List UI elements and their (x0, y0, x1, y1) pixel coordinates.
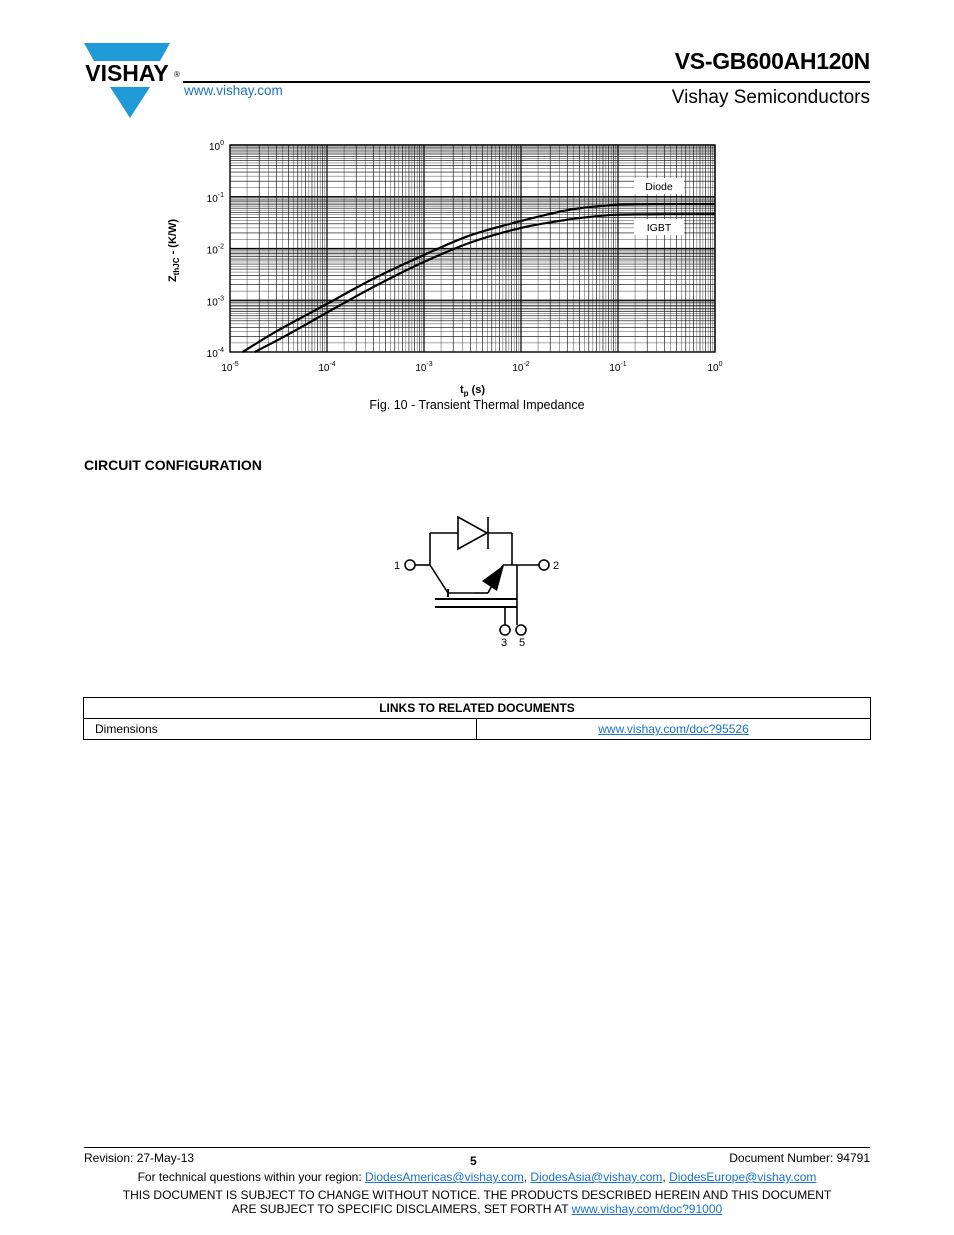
pin-label-1: 1 (394, 560, 401, 572)
email-asia-link[interactable]: DiodesAsia@vishay.com (530, 1170, 663, 1184)
legend-label-diode: Diode (645, 181, 673, 193)
y-tick-label: $10^{-1}$ (206, 191, 224, 205)
pin-5 (516, 565, 526, 635)
x-axis-label: $t_p$ (s) (459, 384, 486, 397)
table-title: LINKS TO RELATED DOCUMENTS (84, 698, 871, 719)
x-tick-label: $10^{-2}$ (512, 361, 530, 374)
tech-prefix: For technical questions within your region: (137, 1170, 366, 1184)
pin-1 (405, 560, 448, 593)
x-tick-label: $10^{-4}$ (318, 361, 336, 374)
related-documents-table (83, 697, 871, 740)
figure-caption: Fig. 10 - Transient Thermal Impedance (369, 398, 585, 412)
igbt-symbol (435, 565, 517, 607)
division-name: Vishay Semiconductors (671, 87, 870, 108)
y-tick-label: $10^{-2}$ (206, 243, 224, 257)
row-label: Dimensions (84, 719, 477, 740)
table-row (84, 719, 871, 740)
y-axis-label: $Z_{thJC} - (K/W)$ (167, 219, 181, 282)
revision-text: Revision: 27-May-13 (84, 1151, 195, 1165)
dimensions-link[interactable]: www.vishay.com/doc?95526 (598, 722, 749, 736)
separator: , (662, 1170, 670, 1184)
pin-label-2: 2 (553, 560, 560, 572)
vishay-logo[interactable] (70, 43, 180, 119)
pin-3 (500, 607, 510, 635)
pin-2 (503, 560, 549, 570)
y-tick-label: $10^{-3}$ (206, 295, 224, 309)
footer-divider (84, 1147, 870, 1148)
x-tick-label: $10^{-3}$ (415, 361, 433, 374)
svg-text:®: ® (174, 70, 180, 79)
page-number: 5 (470, 1154, 477, 1168)
y-tick-label: $10^0$ (208, 140, 224, 153)
pin-label-3: 3 (501, 637, 508, 649)
pin-label-5: 5 (519, 637, 526, 649)
y-tick-label: $10^{-4}$ (206, 347, 224, 360)
diode-symbol (430, 517, 512, 565)
legend-label-igbt: IGBT (646, 222, 672, 234)
notice-line-2 (0, 1202, 954, 1216)
email-europe-link[interactable]: DiodesEurope@vishay.com (669, 1170, 817, 1184)
notice-prefix: ARE SUBJECT TO SPECIFIC DISCLAIMERS, SET FORTH AT (231, 1202, 572, 1216)
x-tick-label: $10^{-1}$ (609, 361, 627, 374)
separator: , (523, 1170, 531, 1184)
header-divider (183, 81, 870, 83)
tech-contact-line (0, 1170, 954, 1184)
notice-line-1: THIS DOCUMENT IS SUBJECT TO CHANGE WITHOUT NOTICE. THE PRODUCTS DESCRIBED HEREIN AND THIS DOCUMENT (122, 1188, 832, 1202)
section-title-circuit: CIRCUIT CONFIGURATION (84, 457, 262, 473)
disclaimer-link[interactable]: www.vishay.com/doc?91000 (571, 1202, 723, 1216)
thermal-impedance-chart (150, 132, 750, 397)
website-link[interactable]: www.vishay.com (184, 83, 283, 98)
document-number: Document Number: 94791 (729, 1151, 870, 1165)
circuit-diagram (380, 505, 580, 650)
email-americas-link[interactable]: DiodesAmericas@vishay.com (365, 1170, 524, 1184)
vishay-logo-icon (70, 43, 180, 119)
x-tick-label: $10^{-5}$ (221, 361, 239, 374)
logo-text: VISHAY (85, 60, 169, 86)
x-tick-label: $10^0$ (707, 361, 723, 374)
part-number: VS-GB600AH120N (674, 48, 870, 74)
